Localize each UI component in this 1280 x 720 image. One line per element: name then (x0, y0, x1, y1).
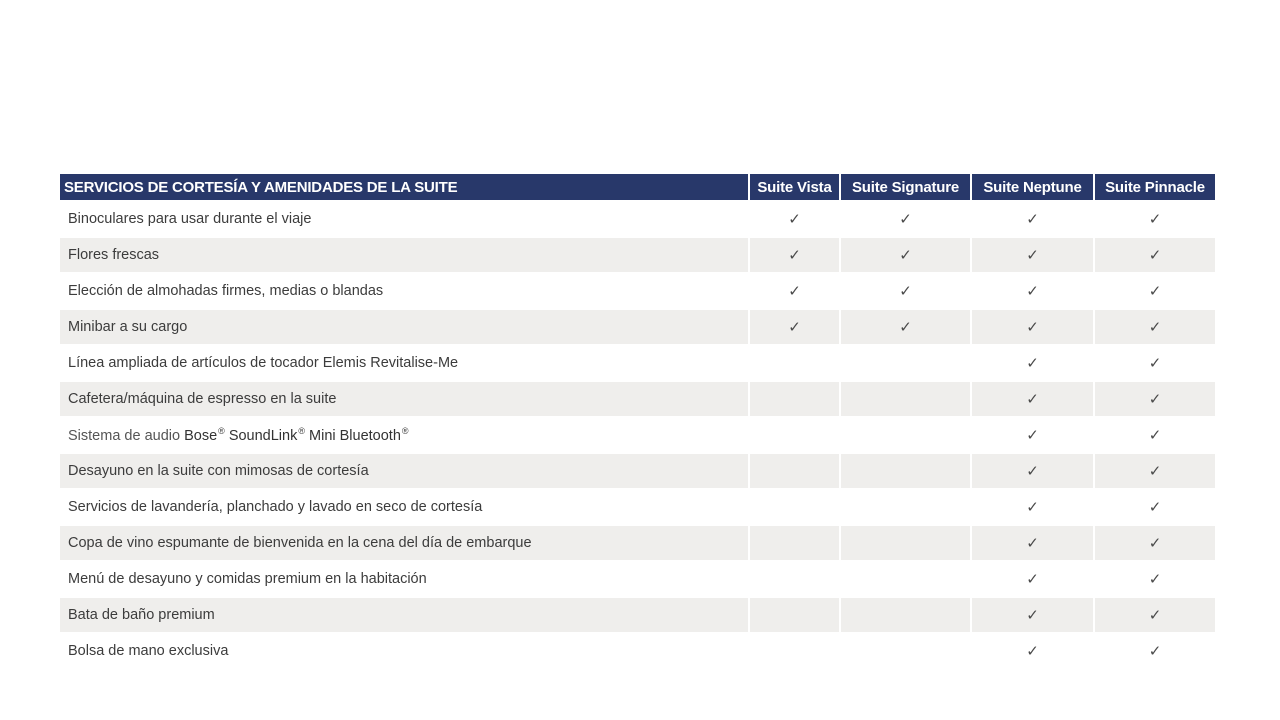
check-icon: ✓ (972, 346, 1093, 380)
check-icon: ✓ (972, 310, 1093, 344)
row-label: Servicios de lavandería, planchado y lavado en seco de cortesía (60, 490, 748, 524)
empty-cell (750, 418, 839, 452)
column-header-suite-pinnacle: Suite Pinnacle (1095, 174, 1215, 200)
brand-soundlink: SoundLink (228, 428, 298, 444)
check-icon: ✓ (1095, 634, 1215, 668)
check-icon: ✓ (750, 310, 839, 344)
row-label: Desayuno en la suite con mimosas de cortesía (60, 454, 748, 488)
brand-bose: Bose (184, 428, 218, 444)
check-icon: ✓ (1095, 346, 1215, 380)
empty-cell (750, 526, 839, 560)
row-label: Línea ampliada de artículos de tocador Elemis Revitalise-Me (60, 346, 748, 380)
empty-cell (841, 526, 970, 560)
check-icon: ✓ (972, 238, 1093, 272)
check-icon: ✓ (1095, 382, 1215, 416)
table-title: SERVICIOS DE CORTESÍA Y AMENIDADES DE LA SUITE (60, 174, 748, 200)
table-row (60, 490, 1215, 524)
empty-cell (750, 346, 839, 380)
check-icon: ✓ (1095, 310, 1215, 344)
table-row (60, 526, 1215, 560)
check-icon: ✓ (1095, 202, 1215, 236)
check-icon: ✓ (1095, 598, 1215, 632)
check-icon: ✓ (972, 202, 1093, 236)
table-row (60, 454, 1215, 488)
check-icon: ✓ (1095, 238, 1215, 272)
table-row (60, 238, 1215, 272)
brand-mini-bluetooth: Mini Bluetooth (309, 428, 401, 444)
check-icon: ✓ (972, 562, 1093, 596)
table-row (60, 562, 1215, 596)
empty-cell (750, 562, 839, 596)
empty-cell (750, 598, 839, 632)
table-row (60, 310, 1215, 344)
check-icon: ✓ (972, 274, 1093, 308)
check-icon: ✓ (972, 598, 1093, 632)
row-label: Minibar a su cargo (60, 310, 748, 344)
column-header-suite-vista: Suite Vista (750, 174, 839, 200)
check-icon: ✓ (750, 274, 839, 308)
amenities-table (58, 172, 1217, 670)
row-label-audio-system (60, 418, 748, 452)
check-icon: ✓ (972, 490, 1093, 524)
row-label: Flores frescas (60, 238, 748, 272)
empty-cell (841, 634, 970, 668)
empty-cell (841, 346, 970, 380)
empty-cell (841, 418, 970, 452)
empty-cell (841, 382, 970, 416)
table-header-row (60, 174, 1215, 200)
row-label: Binoculares para usar durante el viaje (60, 202, 748, 236)
empty-cell (750, 634, 839, 668)
empty-cell (750, 382, 839, 416)
table-body (60, 202, 1215, 668)
check-icon: ✓ (1095, 526, 1215, 560)
check-icon: ✓ (1095, 418, 1215, 452)
row-label: Bata de baño premium (60, 598, 748, 632)
table-row (60, 382, 1215, 416)
check-icon: ✓ (841, 202, 970, 236)
check-icon: ✓ (1095, 454, 1215, 488)
check-icon: ✓ (1095, 274, 1215, 308)
empty-cell (841, 454, 970, 488)
row-label-prefix: Sistema de audio (68, 428, 181, 444)
empty-cell (750, 454, 839, 488)
table-row (60, 346, 1215, 380)
check-icon: ✓ (750, 238, 839, 272)
table-row (60, 634, 1215, 668)
table-row (60, 598, 1215, 632)
check-icon: ✓ (1095, 490, 1215, 524)
check-icon: ✓ (972, 382, 1093, 416)
empty-cell (750, 490, 839, 524)
table-row (60, 274, 1215, 308)
column-header-suite-neptune: Suite Neptune (972, 174, 1093, 200)
row-label: Bolsa de mano exclusiva (60, 634, 748, 668)
row-label: Copa de vino espumante de bienvenida en la cena del día de embarque (60, 526, 748, 560)
check-icon: ✓ (841, 310, 970, 344)
check-icon: ✓ (750, 202, 839, 236)
check-icon: ✓ (841, 238, 970, 272)
registered-mark: ® (401, 426, 409, 436)
check-icon: ✓ (972, 418, 1093, 452)
row-label: Cafetera/máquina de espresso en la suite (60, 382, 748, 416)
registered-mark: ® (298, 426, 305, 436)
table-row (60, 202, 1215, 236)
check-icon: ✓ (1095, 562, 1215, 596)
check-icon: ✓ (972, 526, 1093, 560)
empty-cell (841, 562, 970, 596)
check-icon: ✓ (972, 454, 1093, 488)
check-icon: ✓ (841, 274, 970, 308)
empty-cell (841, 598, 970, 632)
amenities-table-container (60, 174, 1213, 668)
check-icon: ✓ (972, 634, 1093, 668)
table-row (60, 418, 1215, 452)
row-label: Menú de desayuno y comidas premium en la habitación (60, 562, 748, 596)
column-header-suite-signature: Suite Signature (841, 174, 970, 200)
empty-cell (841, 490, 970, 524)
row-label: Elección de almohadas firmes, medias o blandas (60, 274, 748, 308)
registered-mark: ® (218, 426, 225, 436)
